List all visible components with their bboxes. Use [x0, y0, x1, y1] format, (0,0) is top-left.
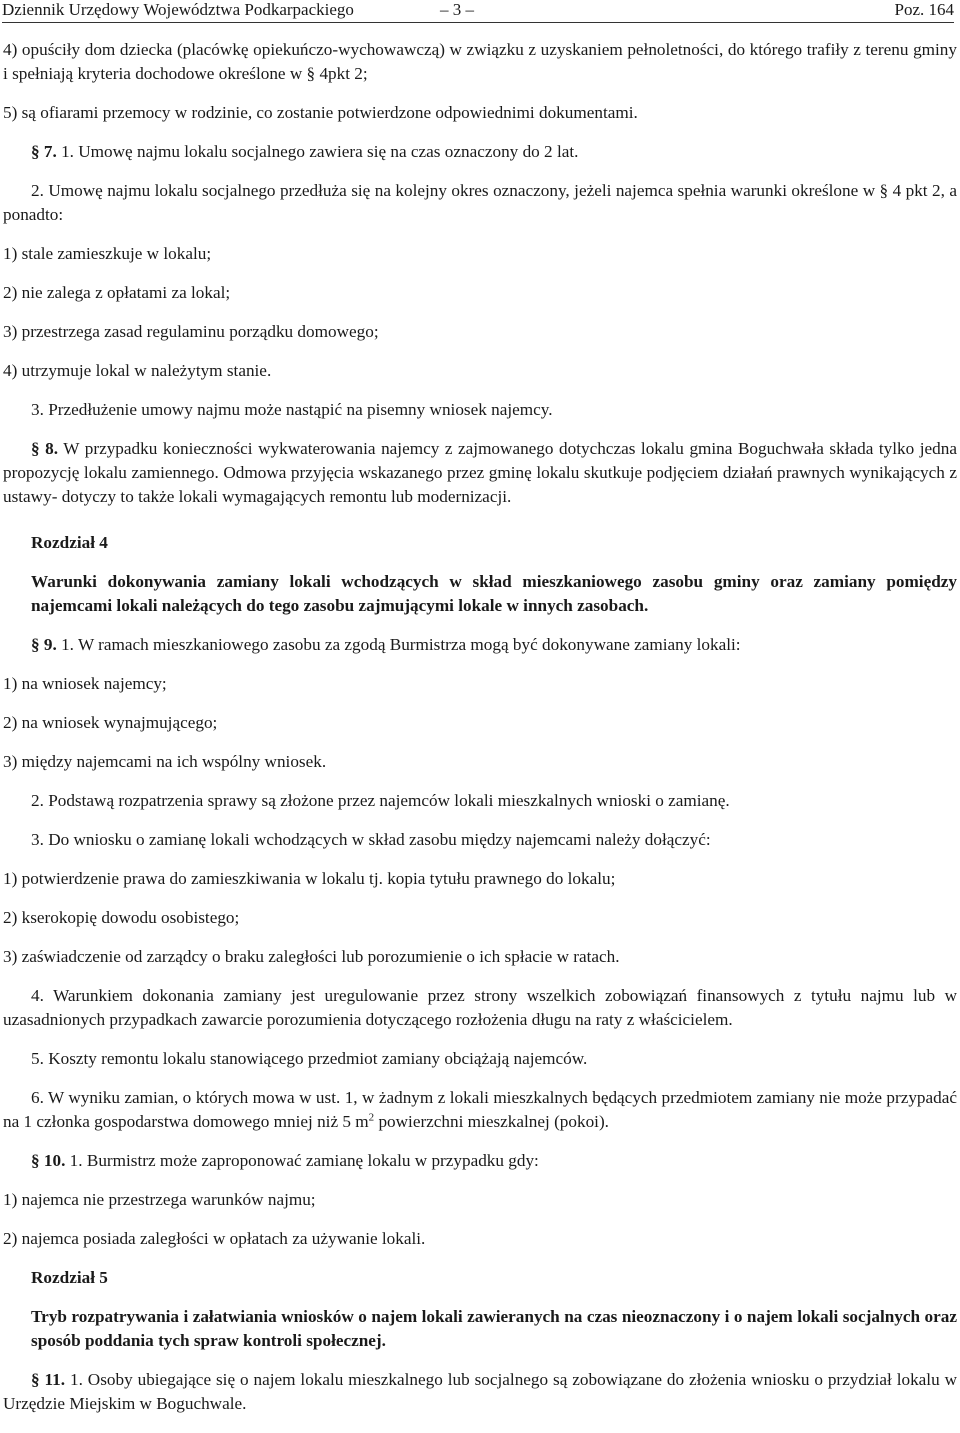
list-item: 3) między najemcami na ich wspólny wniosek. — [3, 752, 327, 771]
section-number: § 8. — [31, 439, 59, 458]
list-item: 3) przestrzega zasad regulaminu porządku domowego; — [3, 322, 379, 341]
position-number: Poz. 164 — [894, 0, 954, 19]
paragraph-9-section-5: 5. Koszty remontu lokalu stanowiącego przedmiot zamiany obciążają najemców. — [31, 1049, 588, 1068]
section-number: § 11. — [31, 1370, 66, 1389]
chapter-5-title: Tryb rozpatrywania i załatwiania wniosków o najem lokali zawieranych na czas nieoznaczony i o najem lokali socjalnych oraz sposób poddania tych spraw kontroli społecznej. — [31, 1307, 957, 1350]
list-item: 2) kserokopię dowodu osobistego; — [3, 908, 240, 927]
paragraph-4-item-4: 4) opuściły dom dziecka (placówkę opiekuńczo-wychowawczą) w związku z uzyskaniem pełnoletności, do którego trafiły z terenu gminy i spełniają kryteria dochodowe określone w § 4pkt 2; — [3, 40, 957, 83]
list-item: 1) najemca nie przestrzega warunków najmu; — [3, 1190, 316, 1209]
chapter-4-title: Warunki dokonywania zamiany lokali wchodzących w skład mieszkaniowego zasobu gminy oraz zamiany pomiędzy najemcami lokali należących do tego zasobu zajmującymi lokale w innych zasobach. — [31, 572, 957, 615]
paragraph-7-section-2: 2. Umowę najmu lokalu socjalnego przedłuża się na kolejny okres oznaczony, jeżeli najemca spełnia warunki określone w § 4 pkt 2, a ponadto: — [3, 181, 957, 224]
page-header — [2, 0, 954, 23]
superscript: 2 — [368, 1111, 375, 1124]
section-number: § 9. — [31, 635, 57, 654]
list-item: 3) zaświadczenie od zarządcy o braku zaległości lub porozumienie o ich spłacie w ratach. — [3, 947, 620, 966]
document-body — [3, 38, 957, 1416]
list-item: 1) na wniosek najemcy; — [3, 674, 167, 693]
journal-title: Dziennik Urzędowy Województwa Podkarpackiego — [2, 0, 354, 19]
list-item: 2) na wniosek wynajmującego; — [3, 713, 218, 732]
section-number: § 7. — [31, 142, 57, 161]
paragraph-9-section-2: 2. Podstawą rozpatrzenia sprawy są złożone przez najemców lokali mieszkalnych wnioski o zamianę. — [31, 791, 730, 810]
paragraph-7-section-1: § 7. 1. Umowę najmu lokalu socjalnego zawiera się na czas oznaczony do 2 lat. — [31, 142, 579, 161]
paragraph-9-section-6: 6. W wyniku zamian, o których mowa w ust. 1, w żadnym z lokali mieszkalnych będących przedmiotem zamiany nie może przypadać na 1 członka gospodarstwa domowego mniej niż 5 $m^2$ powierzchni mieszkalnej (pokoi). — [3, 1088, 957, 1131]
list-item: 1) potwierdzenie prawa do zamieszkiwania w lokalu tj. kopia tytułu prawnego do lokalu; — [3, 869, 616, 888]
list-item: 1) stale zamieszkuje w lokalu; — [3, 244, 212, 263]
page-number: – 3 – — [440, 0, 474, 19]
paragraph-7-section-3: 3. Przedłużenie umowy najmu może nastąpić na pisemny wniosek najemcy. — [31, 400, 553, 419]
paragraph-9-section-3: 3. Do wniosku o zamianę lokali wchodzących w skład zasobu między najemcami należy dołączyć: — [31, 830, 711, 849]
section-number: § 10. — [31, 1151, 66, 1170]
list-item: 2) najemca posiada zaległości w opłatach za używanie lokali. — [3, 1229, 426, 1248]
paragraph-9-section-1: § 9. 1. W ramach mieszkaniowego zasobu za zgodą Burmistrza mogą być dokonywane zamiany lokali: — [31, 635, 741, 654]
paragraph-9-section-4: 4. Warunkiem dokonania zamiany jest uregulowanie przez strony wszelkich zobowiązań finansowych z tytułu najmu lub w uzasadnionych przypadkach zawarcie porozumienia dotyczącego rozłożenia długu na raty z właścicielem. — [3, 986, 957, 1029]
paragraph-10-section-1: § 10. 1. Burmistrz może zaproponować zamianę lokalu w przypadku gdy: — [31, 1151, 539, 1170]
list-item: 4) utrzymuje lokal w należytym stanie. — [3, 361, 272, 380]
chapter-4-label: Rozdział 4 — [31, 533, 108, 552]
paragraph-4-item-5: 5) są ofiarami przemocy w rodzinie, co zostanie potwierdzone odpowiednimi dokumentami. — [3, 103, 638, 122]
paragraph-11-section-1: § 11. 1. Osoby ubiegające się o najem lokalu mieszkalnego lub socjalnego są zobowiązane do złożenia wniosku o przydział lokalu w Urzędzie Miejskim w Boguchwale. — [3, 1370, 957, 1413]
paragraph-8: § 8. W przypadku konieczności wykwaterowania najemcy z zajmowanego dotychczas lokalu gmina Boguchwała składa tylko jedna propozycję lokalu zamiennego. Odmowa przyjęcia wskazanego przez gminę lokalu skutkuje podjęciem działań prawnych wynikających z ustawy- dotyczy to także lokali wymagających remontu lub modernizacji. — [3, 439, 957, 506]
list-item: 2) nie zalega z opłatami za lokal; — [3, 283, 231, 302]
chapter-5-label: Rozdział 5 — [31, 1268, 108, 1287]
